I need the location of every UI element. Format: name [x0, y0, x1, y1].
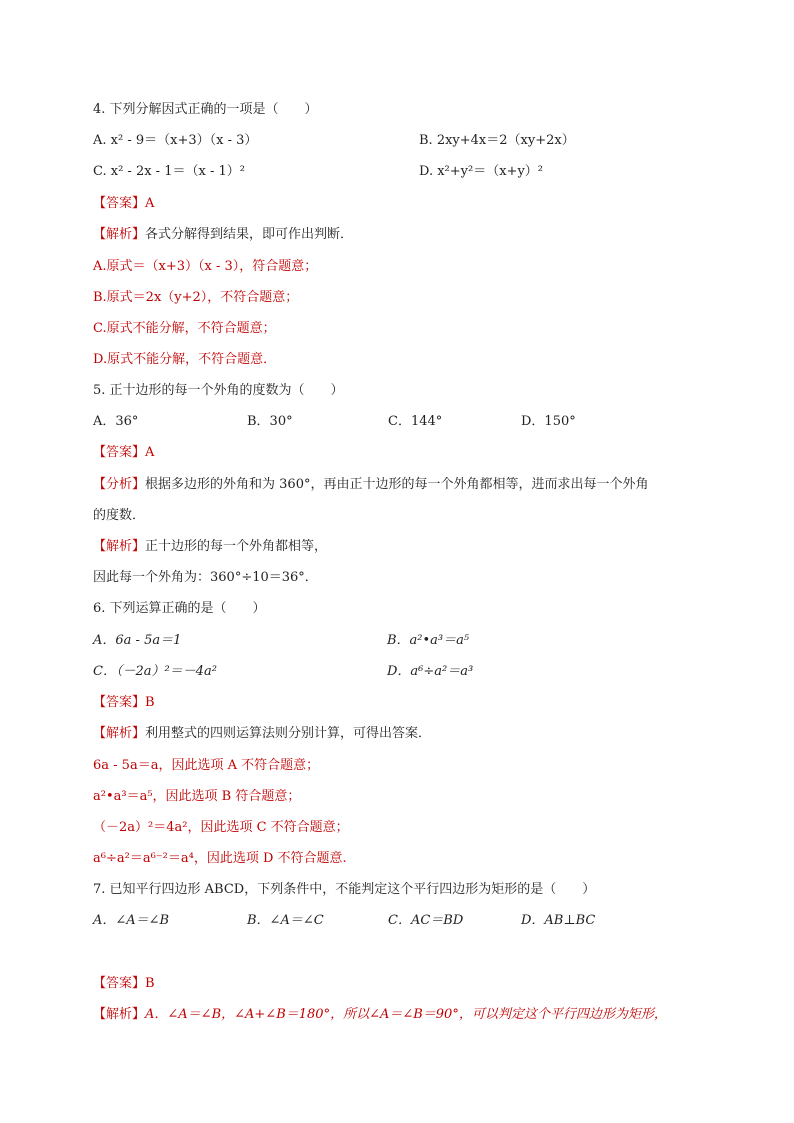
q4-analysis-a: A.原式＝（x+3）（x - 3），符合题意；	[93, 259, 318, 274]
q4-analysis-d: D.原式不能分解，不符合题意．	[93, 352, 277, 367]
answer-tag: 【答案】	[93, 695, 146, 710]
q5-analysis: 正十边形的每一个外角都相等，	[145, 539, 328, 554]
q4-option-b: B. 2xy+4x＝2（xy+2x）	[419, 133, 575, 148]
q5-analysis-line	[93, 538, 327, 556]
q7-option-b: B．∠A＝∠C	[247, 913, 324, 928]
q4-option-c: C. x² - 2x - 1＝（x - 1）²	[93, 164, 245, 179]
q5-answer: A	[145, 445, 155, 460]
q6-analysis-b: a²•a³＝a⁵，因此选项 B 符合题意；	[93, 789, 301, 804]
answer-tag: 【答案】	[93, 976, 146, 991]
q7-analysis-line	[93, 1006, 667, 1024]
q4-option-d: D. x²+y²＝（x+y）²	[419, 164, 543, 179]
q5-fenxi-cont: 的度数．	[93, 508, 146, 523]
fenxi-tag: 【分析】	[93, 477, 146, 492]
analysis-tag: 【解析】	[93, 227, 146, 242]
q5-analysis-calc: 因此每一个外角为：360°÷10＝36°．	[93, 570, 318, 585]
q6-analysis: 利用整式的四则运算法则分别计算，可得出答案．	[145, 726, 432, 741]
analysis-tag: 【解析】	[93, 539, 146, 554]
q5-option-a: A．36°	[93, 414, 139, 429]
q6-option-a: A．6a - 5a＝1	[93, 633, 182, 648]
q4-analysis-b: B.原式＝2x（y+2），不符合题意；	[93, 290, 299, 305]
q6-option-b: B．a²•a³＝a⁵	[387, 633, 470, 648]
q6-option-d: D．a⁶÷a²＝a³	[387, 664, 474, 679]
q4-answer: A	[145, 196, 155, 211]
q4-analysis-line	[93, 226, 353, 244]
q4-stem: 4. 下列分解因式正确的一项是（ ）	[93, 102, 318, 117]
q5-answer-line	[93, 444, 154, 462]
q7-analysis: A．∠A＝∠B，∠A+∠B＝180°，所以∠A＝∠B＝90°，可以判定这个平行四边形为矩形，	[145, 1007, 667, 1022]
answer-tag: 【答案】	[93, 196, 146, 211]
analysis-tag: 【解析】	[93, 726, 146, 741]
q4-option-a: A. x² - 9＝（x+3）（x - 3）	[93, 133, 258, 148]
q5-fenxi-line	[93, 476, 648, 494]
q6-answer: B	[145, 695, 155, 710]
q5-option-d: D．150°	[521, 414, 576, 429]
answer-tag: 【答案】	[93, 445, 146, 460]
q5-stem: 5. 正十边形的每一个外角的度数为（ ）	[93, 383, 344, 398]
q7-option-a: A．∠A＝∠B	[93, 913, 170, 928]
q7-answer: B	[145, 976, 155, 991]
q7-stem: 7. 已知平行四边形 ABCD，下列条件中，不能判定这个平行四边形为矩形的是（ ）	[93, 882, 596, 897]
q6-analysis-c: （－2a）²＝4a²，因此选项 C 不符合题意；	[93, 820, 349, 835]
q7-answer-line	[93, 975, 155, 993]
q4-analysis: 各式分解得到结果，即可作出判断．	[145, 227, 354, 242]
q5-option-c: C．144°	[388, 414, 443, 429]
q7-option-d: D．AB⊥BC	[521, 913, 596, 928]
q6-option-c: C．（－2a）²＝－4a²	[93, 664, 217, 679]
q4-analysis-c: C.原式不能分解，不符合题意；	[93, 321, 276, 336]
q6-analysis-d: a⁶÷a²＝a⁶⁻²＝a⁴，因此选项 D 不符合题意.	[93, 851, 347, 866]
q6-analysis-a: 6a - 5a＝a，因此选项 A 不符合题意；	[93, 758, 320, 773]
q5-option-b: B．30°	[247, 414, 293, 429]
analysis-tag: 【解析】	[93, 1007, 146, 1022]
q6-stem: 6. 下列运算正确的是（ ）	[93, 601, 266, 616]
q5-fenxi: 根据多边形的外角和为 360°，再由正十边形的每一个外角都相等，进而求出每一个外角	[145, 477, 649, 492]
q4-answer-line	[93, 195, 154, 213]
q6-analysis-line	[93, 725, 431, 743]
q6-answer-line	[93, 694, 155, 712]
q7-option-c: C．AC＝BD	[388, 913, 464, 928]
